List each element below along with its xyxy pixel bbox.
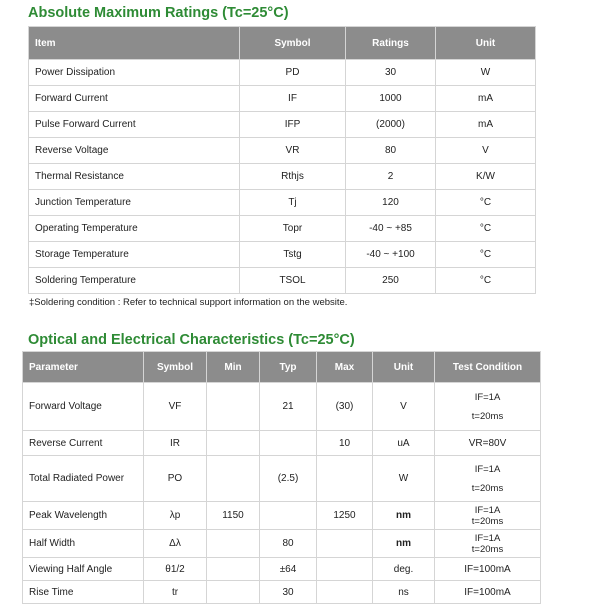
table-row xyxy=(23,558,541,581)
parameter-cell: Half Width xyxy=(23,530,144,558)
table-row xyxy=(29,190,536,216)
table-row xyxy=(23,502,541,530)
test-condition-line: IF=1A xyxy=(474,504,501,516)
unit-cell: V xyxy=(373,383,435,431)
unit-cell: nm xyxy=(373,530,435,558)
symbol-cell: IFP xyxy=(240,112,346,138)
col-header-parameter: Parameter xyxy=(23,352,144,383)
table-row xyxy=(29,268,536,294)
soldering-footnote: ‡Soldering condition : Refer to technical support information on the website. xyxy=(29,297,348,308)
test-condition-cell xyxy=(435,502,541,530)
unit-cell: mA xyxy=(436,86,536,112)
test-condition-cell: VR=80V xyxy=(435,431,541,456)
rating-cell: 80 xyxy=(346,138,436,164)
unit-cell: ns xyxy=(373,581,435,604)
typ-cell: 21 xyxy=(260,383,317,431)
symbol-cell: IF xyxy=(240,86,346,112)
max-cell: (30) xyxy=(317,383,373,431)
unit-cell: uA xyxy=(373,431,435,456)
test-condition-line: IF=1A xyxy=(474,463,501,475)
col-header-min: Min xyxy=(207,352,260,383)
test-condition-cell: IF=100mA xyxy=(435,581,541,604)
test-condition-cell xyxy=(435,530,541,558)
item-cell: Power Dissipation xyxy=(29,60,240,86)
max-cell: 10 xyxy=(317,431,373,456)
test-condition-line: IF=1A xyxy=(474,391,501,403)
table-row xyxy=(29,242,536,268)
min-cell xyxy=(207,581,260,604)
col-header-unit: Unit xyxy=(436,27,536,60)
symbol-cell: λp xyxy=(144,502,207,530)
max-cell xyxy=(317,581,373,604)
unit-cell: °C xyxy=(436,268,536,294)
min-cell xyxy=(207,383,260,431)
typ-cell: 80 xyxy=(260,530,317,558)
unit-cell: W xyxy=(436,60,536,86)
optical-electrical-table xyxy=(22,351,541,604)
typ-cell xyxy=(260,502,317,530)
unit-cell: °C xyxy=(436,216,536,242)
rating-cell: (2000) xyxy=(346,112,436,138)
rating-cell: 1000 xyxy=(346,86,436,112)
max-cell: 1250 xyxy=(317,502,373,530)
item-cell: Operating Temperature xyxy=(29,216,240,242)
min-cell xyxy=(207,456,260,502)
unit-cell: mA xyxy=(436,112,536,138)
unit-cell: W xyxy=(373,456,435,502)
typ-cell: 30 xyxy=(260,581,317,604)
unit-cell: °C xyxy=(436,242,536,268)
table-row xyxy=(29,60,536,86)
col-header-typ: Typ xyxy=(260,352,317,383)
symbol-cell: Δλ xyxy=(144,530,207,558)
max-cell xyxy=(317,558,373,581)
test-condition-cell: IF=100mA xyxy=(435,558,541,581)
col-header-item: Item xyxy=(29,27,240,60)
symbol-cell: tr xyxy=(144,581,207,604)
symbol-cell: VR xyxy=(240,138,346,164)
symbol-cell: PO xyxy=(144,456,207,502)
table-row xyxy=(29,86,536,112)
test-condition-line: t=20ms xyxy=(471,410,504,422)
item-cell: Soldering Temperature xyxy=(29,268,240,294)
parameter-cell: Rise Time xyxy=(23,581,144,604)
table-row xyxy=(23,383,541,431)
symbol-cell: IR xyxy=(144,431,207,456)
rating-cell: 2 xyxy=(346,164,436,190)
rating-cell: -40 ~ +85 xyxy=(346,216,436,242)
test-condition-line: IF=1A xyxy=(474,532,501,544)
item-cell: Junction Temperature xyxy=(29,190,240,216)
unit-cell: nm xyxy=(373,502,435,530)
col-header-test-condition: Test Condition xyxy=(435,352,541,383)
item-cell: Storage Temperature xyxy=(29,242,240,268)
col-header-symbol: Symbol xyxy=(144,352,207,383)
table-header-row xyxy=(23,352,541,383)
parameter-cell: Forward Voltage xyxy=(23,383,144,431)
unit-cell: K/W xyxy=(436,164,536,190)
symbol-cell: PD xyxy=(240,60,346,86)
table-row xyxy=(29,216,536,242)
symbol-cell: Tj xyxy=(240,190,346,216)
col-header-unit: Unit xyxy=(373,352,435,383)
rating-cell: -40 ~ +100 xyxy=(346,242,436,268)
parameter-cell: Reverse Current xyxy=(23,431,144,456)
table-row xyxy=(29,164,536,190)
typ-cell: (2.5) xyxy=(260,456,317,502)
test-condition-line: t=20ms xyxy=(471,515,504,527)
table-row xyxy=(23,581,541,604)
table-header-row xyxy=(29,27,536,60)
table-row xyxy=(23,431,541,456)
parameter-cell: Total Radiated Power xyxy=(23,456,144,502)
test-condition-cell xyxy=(435,456,541,502)
parameter-cell: Viewing Half Angle xyxy=(23,558,144,581)
rating-cell: 250 xyxy=(346,268,436,294)
parameter-cell: Peak Wavelength xyxy=(23,502,144,530)
min-cell xyxy=(207,558,260,581)
abs-max-ratings-title: Absolute Maximum Ratings (Tc=25°C) xyxy=(28,5,289,21)
unit-cell: °C xyxy=(436,190,536,216)
optical-electrical-title: Optical and Electrical Characteristics (Tc=25°C) xyxy=(28,332,355,348)
item-cell: Pulse Forward Current xyxy=(29,112,240,138)
min-cell xyxy=(207,431,260,456)
symbol-cell: VF xyxy=(144,383,207,431)
table-row xyxy=(23,530,541,558)
symbol-cell: Rthjs xyxy=(240,164,346,190)
test-condition-line: t=20ms xyxy=(471,543,504,555)
rating-cell: 30 xyxy=(346,60,436,86)
typ-cell xyxy=(260,431,317,456)
max-cell xyxy=(317,530,373,558)
table-row xyxy=(29,112,536,138)
col-header-ratings: Ratings xyxy=(346,27,436,60)
table-row xyxy=(29,138,536,164)
symbol-cell: Tstg xyxy=(240,242,346,268)
abs-max-ratings-table xyxy=(28,26,536,294)
test-condition-line: t=20ms xyxy=(471,482,504,494)
max-cell xyxy=(317,456,373,502)
item-cell: Reverse Voltage xyxy=(29,138,240,164)
item-cell: Thermal Resistance xyxy=(29,164,240,190)
unit-cell: V xyxy=(436,138,536,164)
item-cell: Forward Current xyxy=(29,86,240,112)
symbol-cell: θ1/2 xyxy=(144,558,207,581)
rating-cell: 120 xyxy=(346,190,436,216)
min-cell xyxy=(207,530,260,558)
test-condition-cell xyxy=(435,383,541,431)
typ-cell: ±64 xyxy=(260,558,317,581)
min-cell: 1150 xyxy=(207,502,260,530)
col-header-symbol: Symbol xyxy=(240,27,346,60)
unit-cell: deg. xyxy=(373,558,435,581)
symbol-cell: Topr xyxy=(240,216,346,242)
table-row xyxy=(23,456,541,502)
col-header-max: Max xyxy=(317,352,373,383)
symbol-cell: TSOL xyxy=(240,268,346,294)
